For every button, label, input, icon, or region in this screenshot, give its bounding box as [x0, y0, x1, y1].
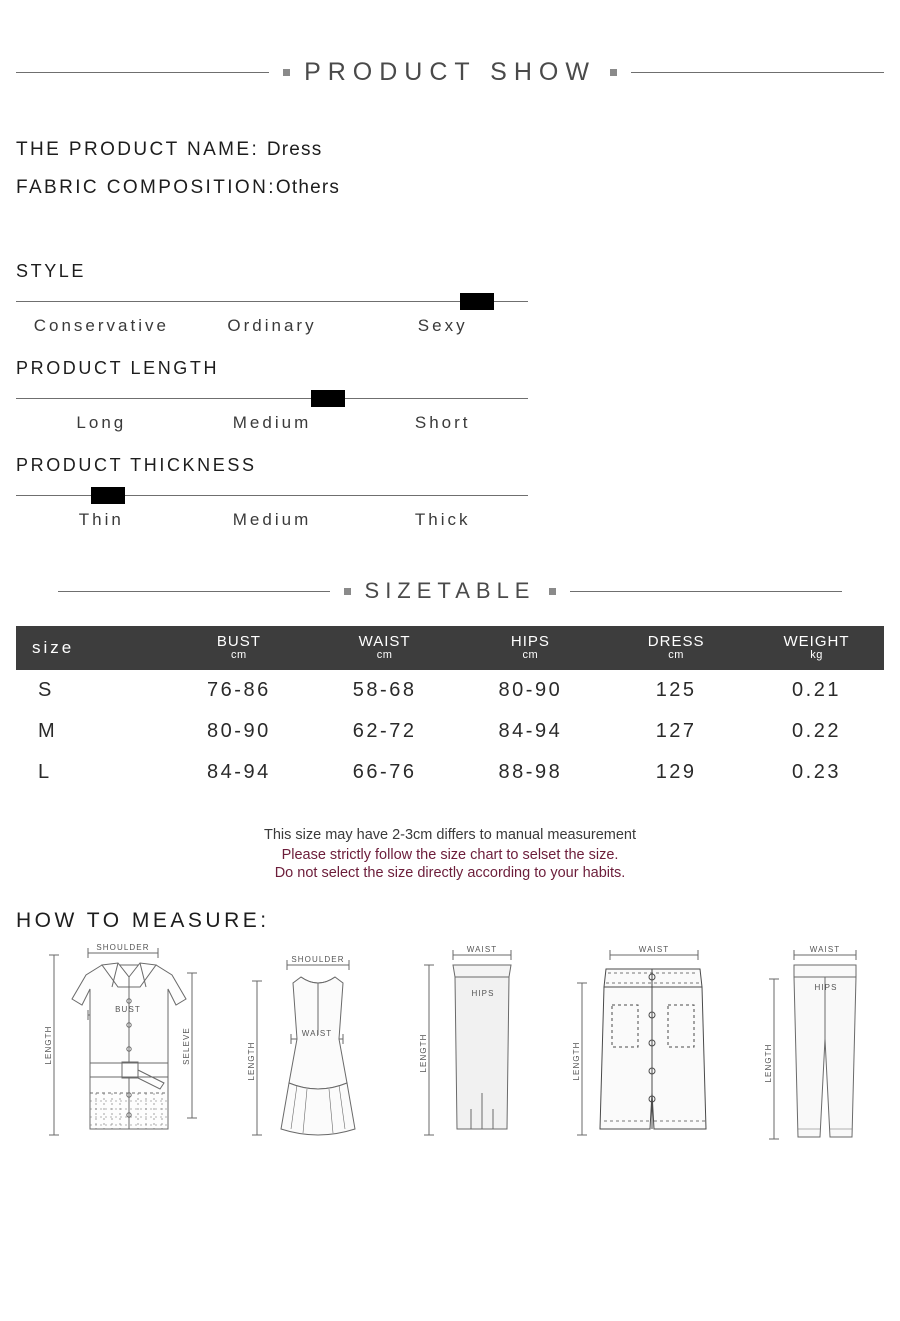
cell-weight-m: 0.22 — [792, 720, 841, 743]
product-name-label: THE PRODUCT NAME: — [16, 139, 260, 160]
slider-style-track[interactable] — [16, 290, 528, 312]
column-header-waist-name: WAIST — [358, 633, 411, 650]
figure-pants — [760, 943, 870, 1143]
dress-label-length: LENGTH — [246, 1041, 256, 1081]
skirt-label-length: LENGTH — [419, 1033, 428, 1073]
how-to-measure-title: HOW TO MEASURE: — [16, 908, 270, 932]
figure-shirt — [40, 943, 210, 1143]
sizetable-rule-left — [58, 591, 330, 592]
size-table-header-row — [16, 626, 884, 670]
skirt-label-hips: HIPS — [471, 988, 495, 998]
pants-label-length: LENGTH — [764, 1043, 773, 1083]
size-table-body — [16, 670, 884, 793]
fabric-composition-label: FABRIC COMPOSITION: — [16, 177, 276, 198]
page-title: PRODUCT SHOW — [304, 58, 596, 86]
pants-diagram-icon — [760, 943, 870, 1143]
header-rule-right — [631, 72, 884, 73]
table-row — [16, 711, 884, 752]
cell-dress-s: 125 — [655, 679, 697, 702]
slider-thickness-label: PRODUCT THICKNESS — [16, 455, 257, 475]
slider-style-knob[interactable] — [460, 293, 494, 310]
slider-length-option-2[interactable]: Short — [414, 413, 471, 432]
product-name-value: Dress — [266, 139, 323, 160]
slider-length-label: PRODUCT LENGTH — [16, 358, 220, 378]
shirt-label-sleeve: SELEVE — [182, 1026, 191, 1065]
column-header-bust — [166, 626, 312, 670]
slider-thickness-track[interactable] — [16, 484, 528, 506]
cell-waist-l: 66-76 — [352, 761, 417, 784]
column-header-bust-unit: cm — [231, 648, 247, 661]
table-row — [16, 752, 884, 793]
sizetable-square-right-icon — [549, 588, 556, 595]
slider-style-option-1[interactable]: Ordinary — [227, 316, 317, 335]
pants-label-hips: HIPS — [814, 982, 838, 992]
product-show-header — [0, 58, 900, 87]
column-header-hips — [458, 626, 604, 670]
cell-dress-l: 129 — [655, 761, 697, 784]
slider-style-options — [16, 316, 528, 336]
header-square-left-icon — [283, 69, 290, 76]
fabric-composition-value: Others — [275, 177, 341, 198]
column-header-hips-unit: cm — [522, 648, 539, 661]
slider-thickness-option-2[interactable]: Thick — [414, 510, 471, 529]
pants-label-waist: WAIST — [809, 944, 841, 954]
size-notes — [0, 827, 900, 882]
column-header-weight-name: WEIGHT — [783, 633, 850, 650]
column-header-dress — [603, 626, 749, 670]
slider-thickness-options — [16, 510, 528, 530]
sizetable-header — [0, 578, 900, 604]
shirt-label-shoulder: SHOULDER — [96, 942, 150, 952]
skirt-diagram-icon — [415, 943, 535, 1143]
cell-size-s: S — [38, 679, 53, 702]
column-header-waist-unit: cm — [376, 648, 393, 661]
cell-waist-s: 58-68 — [352, 679, 417, 702]
slider-style-line — [16, 301, 528, 302]
column-header-size: size — [16, 626, 166, 670]
cell-bust-s: 76-86 — [207, 679, 271, 702]
column-header-weight-unit: kg — [810, 648, 823, 661]
size-table-head — [16, 626, 884, 670]
shirt-diagram-icon — [40, 943, 210, 1143]
figure-shorts — [568, 943, 728, 1143]
shorts-diagram-icon — [568, 943, 728, 1143]
slider-length-option-0[interactable]: Long — [76, 413, 127, 432]
cell-weight-s: 0.21 — [792, 679, 841, 702]
shirt-label-length: LENGTH — [44, 1025, 53, 1065]
shirt-label-bust: BUST — [115, 1004, 141, 1014]
figure-dress — [243, 943, 383, 1143]
size-note-habits: Do not select the size directly according to your habits. — [274, 865, 626, 882]
cell-hips-s: 80-90 — [498, 679, 563, 702]
slider-length-line — [16, 398, 528, 399]
dress-label-waist: WAIST — [301, 1028, 332, 1038]
slider-style-label: STYLE — [16, 261, 87, 281]
column-header-dress-name: DRESS — [647, 633, 705, 650]
cell-dress-m: 127 — [655, 720, 697, 743]
cell-bust-m: 80-90 — [207, 720, 271, 743]
cell-size-l: L — [38, 761, 51, 784]
slider-thickness-option-1[interactable]: Medium — [232, 510, 312, 529]
column-header-waist — [312, 626, 458, 670]
slider-length — [16, 358, 528, 433]
sizetable-square-left-icon — [344, 588, 351, 595]
product-name-row — [16, 139, 900, 161]
column-header-dress-unit: cm — [668, 648, 684, 661]
slider-length-track[interactable] — [16, 387, 528, 409]
skirt-label-waist: WAIST — [466, 944, 498, 954]
column-header-hips-name: HIPS — [510, 633, 550, 650]
slider-style-option-0[interactable]: Conservative — [33, 316, 169, 335]
fabric-composition-row — [16, 177, 900, 199]
slider-thickness-knob[interactable] — [91, 487, 125, 504]
product-info — [16, 139, 900, 199]
cell-hips-m: 84-94 — [498, 720, 563, 743]
how-to-measure-figures — [0, 933, 900, 1143]
figure-skirt — [415, 943, 535, 1143]
shorts-label-length: LENGTH — [571, 1041, 581, 1081]
slider-style — [16, 261, 528, 336]
size-note-measurement: This size may have 2-3cm differs to manual measurement — [263, 827, 637, 844]
size-table — [16, 626, 884, 793]
slider-style-option-2[interactable]: Sexy — [417, 316, 468, 335]
slider-thickness-option-0[interactable]: Thin — [78, 510, 124, 529]
slider-thickness — [16, 455, 528, 530]
sizetable-rule-right — [570, 591, 842, 592]
attribute-sliders — [16, 261, 528, 530]
slider-length-option-1[interactable]: Medium — [232, 413, 312, 432]
header-square-right-icon — [610, 69, 617, 76]
cell-waist-m: 62-72 — [352, 720, 417, 743]
sizetable-title: SIZETABLE — [364, 578, 536, 603]
dress-label-shoulder: SHOULDER — [290, 954, 345, 964]
size-note-follow-chart: Please strictly follow the size chart to selset the size. — [281, 847, 619, 864]
cell-hips-l: 88-98 — [498, 761, 563, 784]
header-rule-left — [16, 72, 269, 73]
slider-length-knob[interactable] — [311, 390, 345, 407]
cell-weight-l: 0.23 — [792, 761, 841, 784]
shorts-label-waist: WAIST — [638, 944, 669, 954]
cell-bust-l: 84-94 — [207, 761, 271, 784]
column-header-bust-name: BUST — [216, 633, 261, 650]
slider-length-options — [16, 413, 528, 433]
column-header-weight — [749, 626, 884, 670]
cell-size-m: M — [38, 720, 56, 743]
dress-diagram-icon — [243, 943, 383, 1143]
table-row — [16, 670, 884, 711]
